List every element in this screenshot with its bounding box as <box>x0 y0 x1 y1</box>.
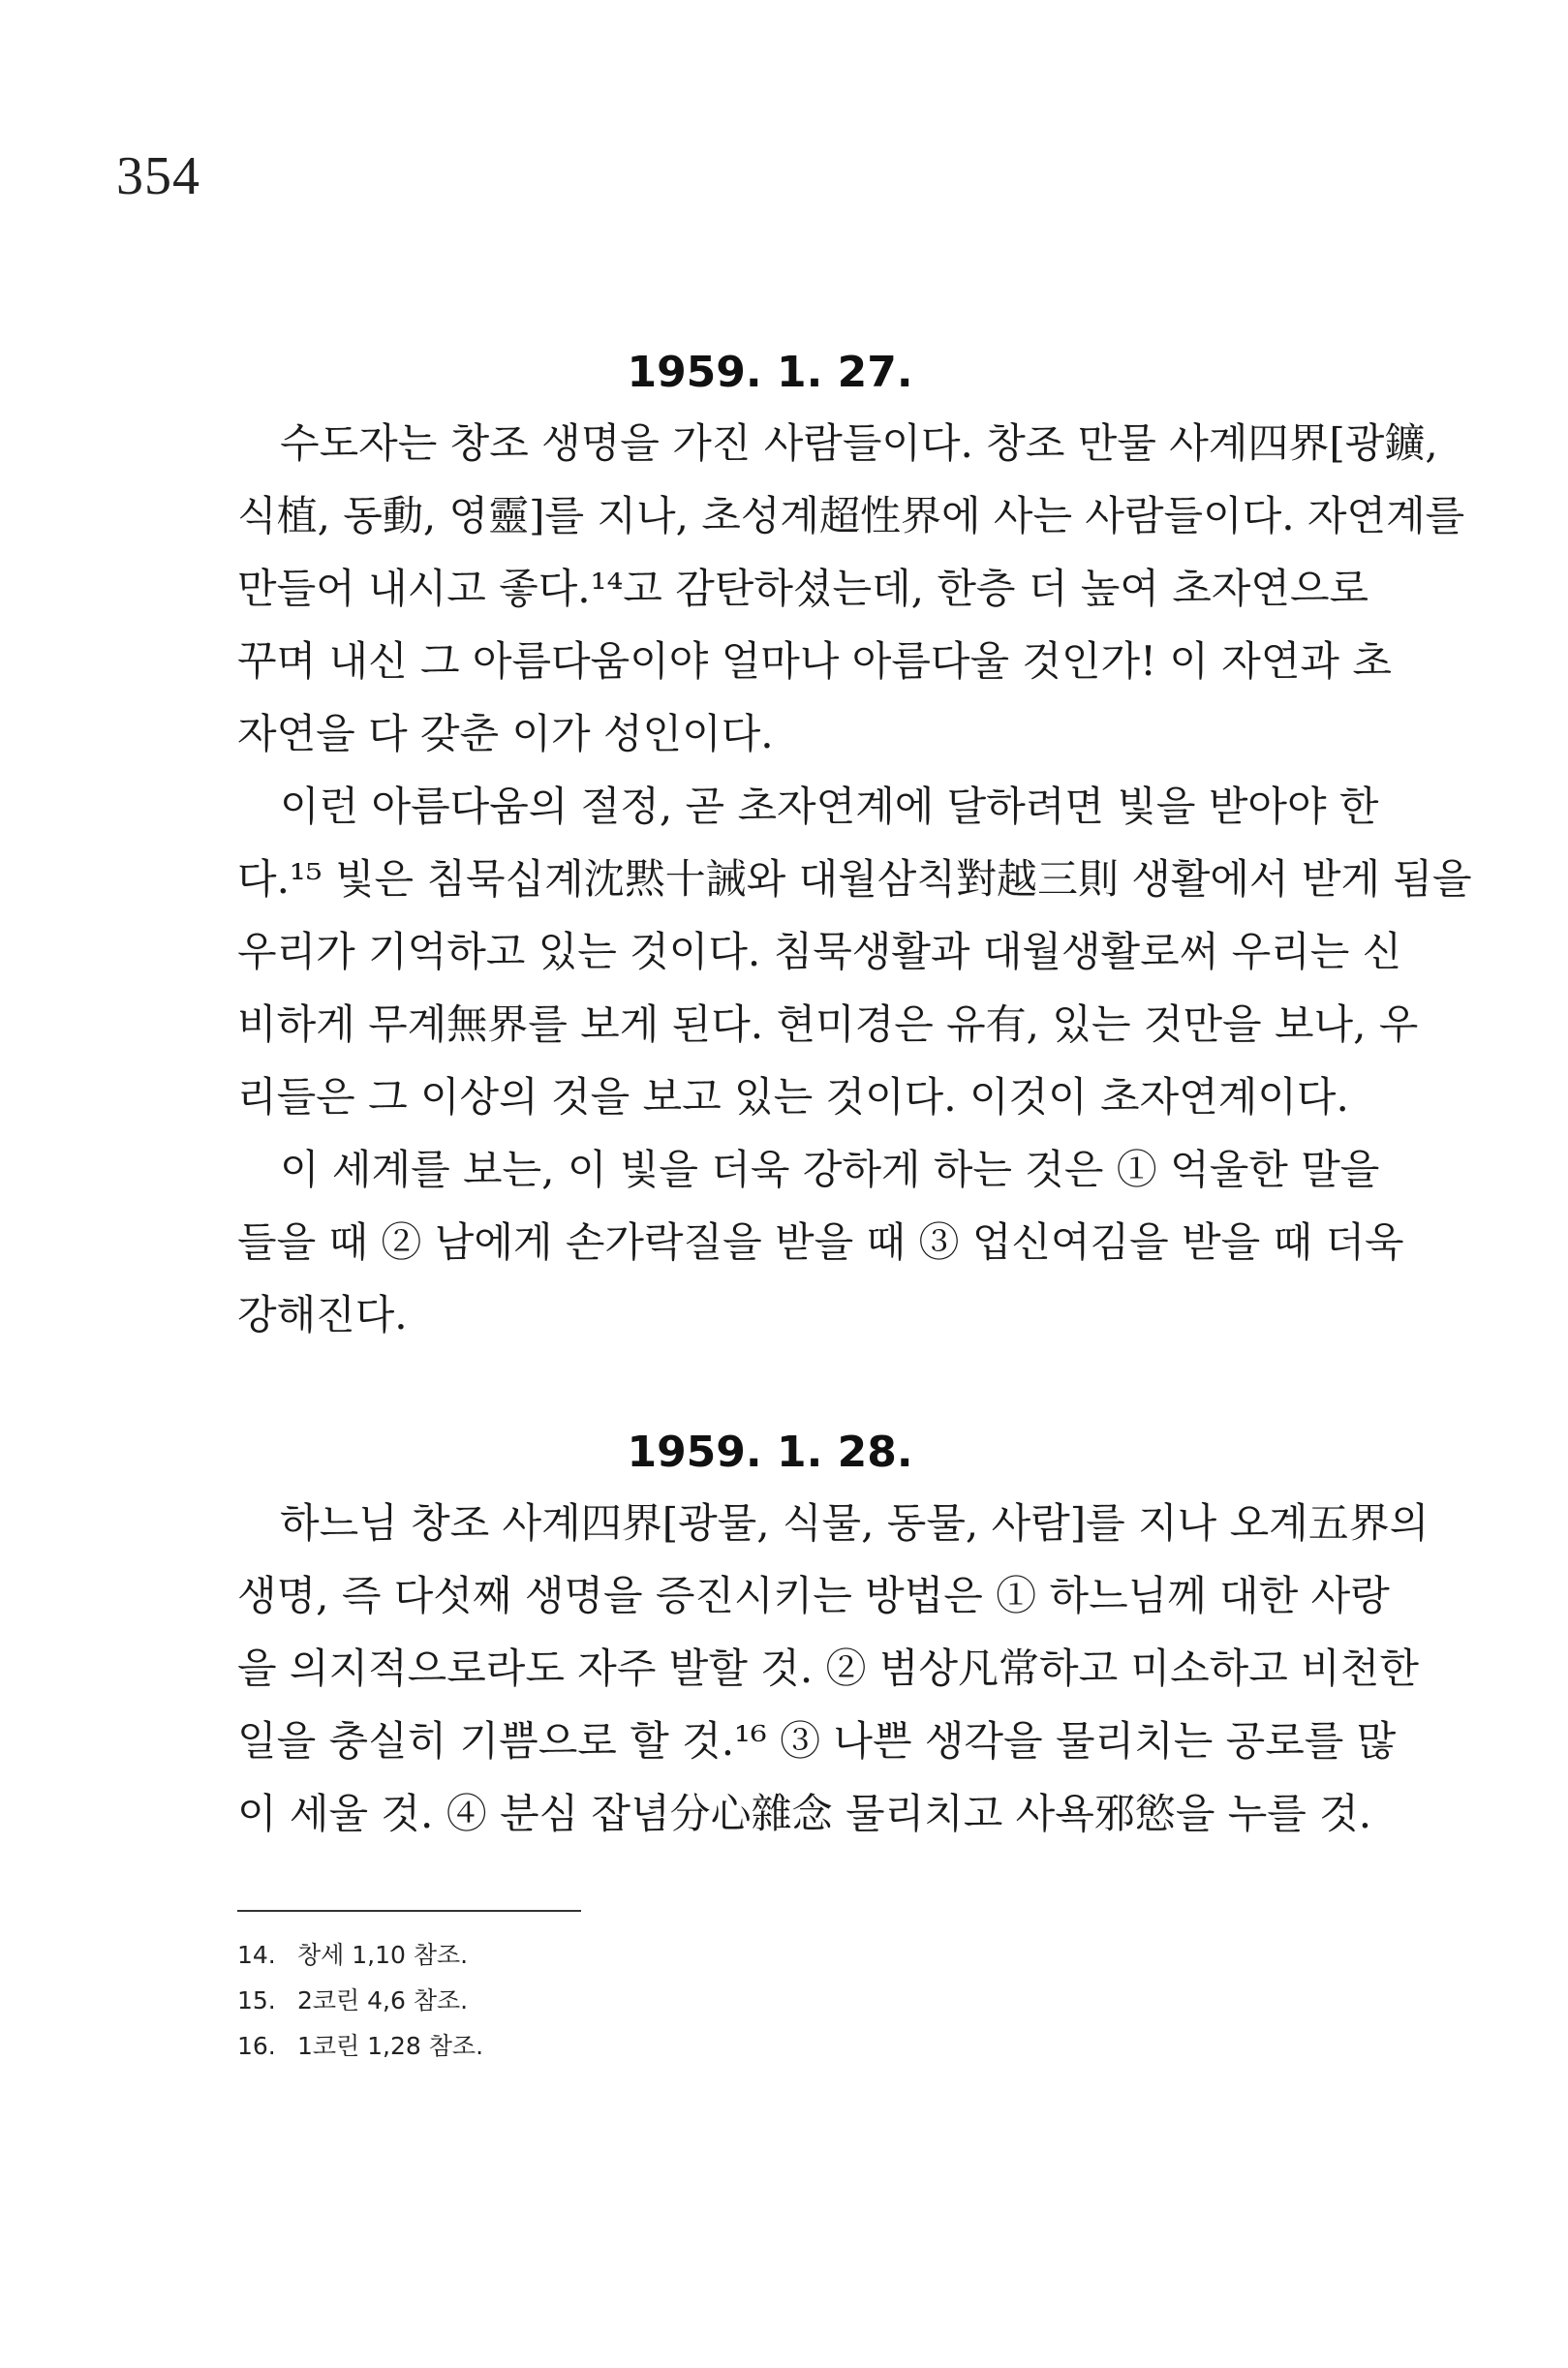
diary-entry-1959-01-27 <box>237 339 1472 1351</box>
text-line: 우리가 기억하고 있는 것이다. 침묵생활과 대월생활로써 우리는 신 <box>237 928 1402 975</box>
entry-body <box>237 1487 1430 1850</box>
footnote-15 <box>237 1978 483 2023</box>
page-number: 354 <box>116 146 200 206</box>
text-line: 일을 충실히 기쁨으로 할 것.¹⁶ ③ 나쁜 생각을 물리치는 공로를 많 <box>237 1717 1397 1765</box>
text-line: 들을 때 ② 남에게 손가락질을 받을 때 ③ 업신여김을 받을 때 더욱 <box>237 1218 1404 1266</box>
text-line: 만들어 내시고 좋다.¹⁴고 감탄하셨는데, 한층 더 높여 초자연으로 <box>237 565 1369 612</box>
diary-entry-1959-01-28 <box>237 1419 1430 1850</box>
entry-date: 1959. 1. 28. <box>627 1428 913 1477</box>
text-line: 다.¹⁵ 빛은 침묵십계沈黙十誡와 대월삼칙對越三則 생활에서 받게 됨을 <box>237 855 1472 903</box>
entry-body <box>237 407 1472 1351</box>
text-line: 식植, 동動, 영靈]를 지나, 초성계超性界에 사는 사람들이다. 자연계를 <box>237 492 1465 539</box>
text-line: 비하게 무계無界를 보게 된다. 현미경은 유有, 있는 것만을 보나, 우 <box>237 1000 1419 1048</box>
footnote-divider <box>237 1910 581 1912</box>
text-line: 이 세울 것. ④ 분심 잡념分心雜念 물리치고 사욕邪慾을 누를 것. <box>237 1790 1372 1837</box>
text-line: 자연을 다 갖춘 이가 성인이다. <box>237 710 774 757</box>
footnote-number: 14. <box>237 1941 276 1969</box>
text-line: 생명, 즉 다섯째 생명을 증진시키는 방법은 ① 하느님께 대한 사랑 <box>237 1572 1390 1619</box>
text-line: 수도자는 창조 생명을 가진 사람들이다. 창조 만물 사계四界[광鑛, <box>280 419 1438 467</box>
footnote-text: 창세 1,10 참조. <box>297 1941 469 1969</box>
footnotes <box>237 1932 483 2069</box>
footnote-16 <box>237 2023 483 2069</box>
text-line: 을 의지적으로라도 자주 발할 것. ② 범상凡常하고 미소하고 비천한 <box>237 1645 1419 1692</box>
footnote-text: 1코린 1,28 참조. <box>297 2032 484 2060</box>
text-line: 이런 아름다움의 절정, 곧 초자연계에 달하려면 빛을 받아야 한 <box>280 783 1379 830</box>
footnote-14 <box>237 1932 483 1978</box>
footnote-number: 15. <box>237 1986 276 2014</box>
footnote-text: 2코린 4,6 참조. <box>297 1986 469 2014</box>
text-line: 리들은 그 이상의 것을 보고 있는 것이다. 이것이 초자연계이다. <box>237 1073 1349 1121</box>
text-line: 하느님 창조 사계四界[광물, 식물, 동물, 사람]를 지나 오계五界의 <box>280 1499 1430 1547</box>
text-line: 꾸며 내신 그 아름다움이야 얼마나 아름다울 것인가! 이 자연과 초 <box>237 637 1392 685</box>
text-line: 강해진다. <box>237 1291 408 1338</box>
text-line: 이 세계를 보는, 이 빛을 더욱 강하게 하는 것은 ① 억울한 말을 <box>280 1146 1380 1193</box>
entry-date: 1959. 1. 27. <box>627 348 913 397</box>
footnote-number: 16. <box>237 2032 276 2060</box>
